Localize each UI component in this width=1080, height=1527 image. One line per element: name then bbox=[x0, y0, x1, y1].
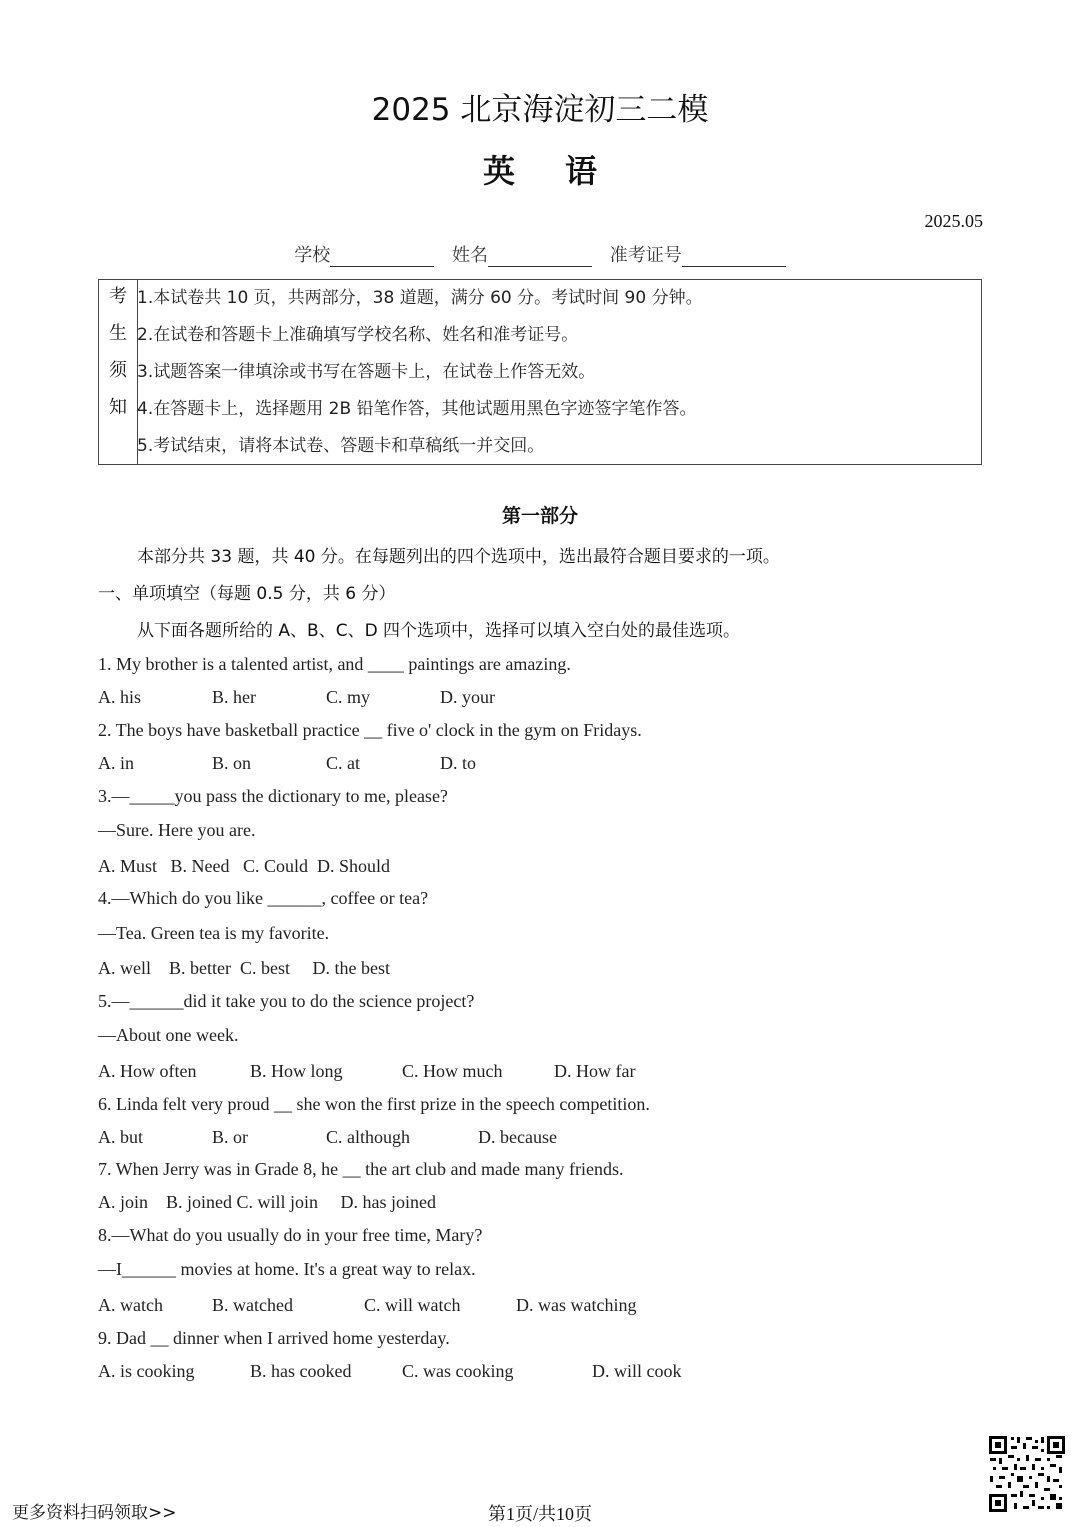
part-one-title: 第一部分 bbox=[501, 505, 578, 527]
option: D. because bbox=[478, 1127, 557, 1147]
question-3-options: A. Must B. Need C. Could D. Should bbox=[98, 856, 391, 876]
option: C. at bbox=[326, 753, 360, 773]
notice-side-char: 考 bbox=[109, 286, 127, 307]
question-4-options: A. well B. better C. best D. the best bbox=[98, 958, 390, 978]
option: C. How much bbox=[402, 1061, 503, 1081]
option: A. but bbox=[98, 1127, 143, 1147]
option: B. or bbox=[212, 1127, 248, 1147]
more-resources-link[interactable]: 更多资料扫码领取>> bbox=[12, 1503, 177, 1523]
option: B. her bbox=[212, 687, 256, 707]
notice-item: 3.试题答案一律填涂或书写在答题卡上，在试卷上作答无效。 bbox=[137, 362, 596, 382]
exam-date: 2025.05 bbox=[924, 211, 983, 231]
section-title: 一、单项填空（每题 0.5 分，共 6 分） bbox=[98, 584, 396, 604]
question-8: 8.—What do you usually do in your free time, Mary? bbox=[98, 1225, 483, 1245]
question-3: 3.—_____you pass the dictionary to me, please? bbox=[98, 786, 448, 806]
question-6: 6. Linda felt very proud __ she won the first prize in the speech competition. bbox=[98, 1094, 650, 1114]
option: A. in bbox=[98, 753, 134, 773]
option: C. was cooking bbox=[402, 1361, 514, 1381]
notice-item: 4.在答题卡上，选择题用 2B 铅笔作答，其他试题用黑色字迹签字笔作答。 bbox=[137, 399, 697, 419]
school-label: 学校 bbox=[294, 245, 331, 266]
notice-side-char: 须 bbox=[109, 360, 127, 381]
part-one-description: 本部分共 33 题，共 40 分。在每题列出的四个选项中，选出最符合题目要求的一项。 bbox=[137, 547, 780, 567]
question-3-reply: —Sure. Here you are. bbox=[98, 820, 256, 840]
question-1: 1. My brother is a talented artist, and ____ paintings are amazing. bbox=[98, 654, 571, 674]
question-2: 2. The boys have basketball practice __ five o' clock in the gym on Fridays. bbox=[98, 720, 642, 740]
option: A. How often bbox=[98, 1061, 197, 1081]
notice-side-char: 知 bbox=[109, 397, 127, 418]
name-label: 姓名 bbox=[452, 245, 488, 266]
option: B. watched bbox=[212, 1295, 293, 1315]
name-blank bbox=[488, 248, 592, 267]
school-blank bbox=[330, 248, 434, 267]
name-field bbox=[452, 241, 592, 267]
section-instructions: 从下面各题所给的 A、B、C、D 四个选项中，选择可以填入空白处的最佳选项。 bbox=[137, 621, 741, 641]
option: D. your bbox=[440, 687, 495, 707]
option: B. How long bbox=[250, 1061, 343, 1081]
question-5-reply: —About one week. bbox=[98, 1025, 239, 1045]
exam-id-field bbox=[610, 241, 786, 267]
question-7: 7. When Jerry was in Grade 8, he __ the art club and made many friends. bbox=[98, 1159, 624, 1179]
option: A. is cooking bbox=[98, 1361, 195, 1381]
option: C. will watch bbox=[364, 1295, 461, 1315]
notice-item: 5.考试结束，请将本试卷、答题卡和草稿纸一并交回。 bbox=[137, 436, 545, 456]
question-7-options: A. join B. joined C. will join D. has joined bbox=[98, 1192, 436, 1212]
school-field bbox=[294, 241, 434, 267]
option: A. watch bbox=[98, 1295, 163, 1315]
exam-id-blank bbox=[682, 248, 786, 267]
option: D. to bbox=[440, 753, 476, 773]
question-9: 9. Dad __ dinner when I arrived home yesterday. bbox=[98, 1328, 450, 1348]
question-5: 5.—______did it take you to do the science project? bbox=[98, 991, 475, 1011]
option: B. on bbox=[212, 753, 252, 773]
notice-side-char: 生 bbox=[109, 323, 127, 344]
notice-side-label bbox=[99, 280, 138, 464]
option: D. will cook bbox=[592, 1361, 682, 1381]
option: C. although bbox=[326, 1127, 410, 1147]
page-number: 第1页/共10页 bbox=[487, 1504, 592, 1524]
question-4: 4.—Which do you like ______, coffee or tea? bbox=[98, 888, 429, 908]
option: D. How far bbox=[554, 1061, 636, 1081]
qr-code-icon[interactable] bbox=[988, 1435, 1066, 1513]
option: A. his bbox=[98, 687, 142, 707]
option: C. my bbox=[326, 687, 371, 707]
exam-id-label: 准考证号 bbox=[609, 245, 682, 266]
notice-item: 2.在试卷和答题卡上准确填写学校名称、姓名和准考证号。 bbox=[137, 325, 579, 345]
candidate-notice-box bbox=[98, 279, 982, 465]
subject-title: 英语 bbox=[482, 152, 647, 190]
option: B. has cooked bbox=[250, 1361, 352, 1381]
exam-title: 2025 北京海淀初三二模 bbox=[371, 92, 709, 128]
notice-item: 1.本试卷共 10 页，共两部分，38 道题，满分 60 分。考试时间 90 分钟。 bbox=[137, 288, 703, 308]
question-4-reply: —Tea. Green tea is my favorite. bbox=[98, 923, 330, 943]
option: D. was watching bbox=[516, 1295, 637, 1315]
question-8-reply: —I______ movies at home. It's a great way to relax. bbox=[98, 1259, 476, 1279]
student-info-fields bbox=[0, 241, 1080, 267]
